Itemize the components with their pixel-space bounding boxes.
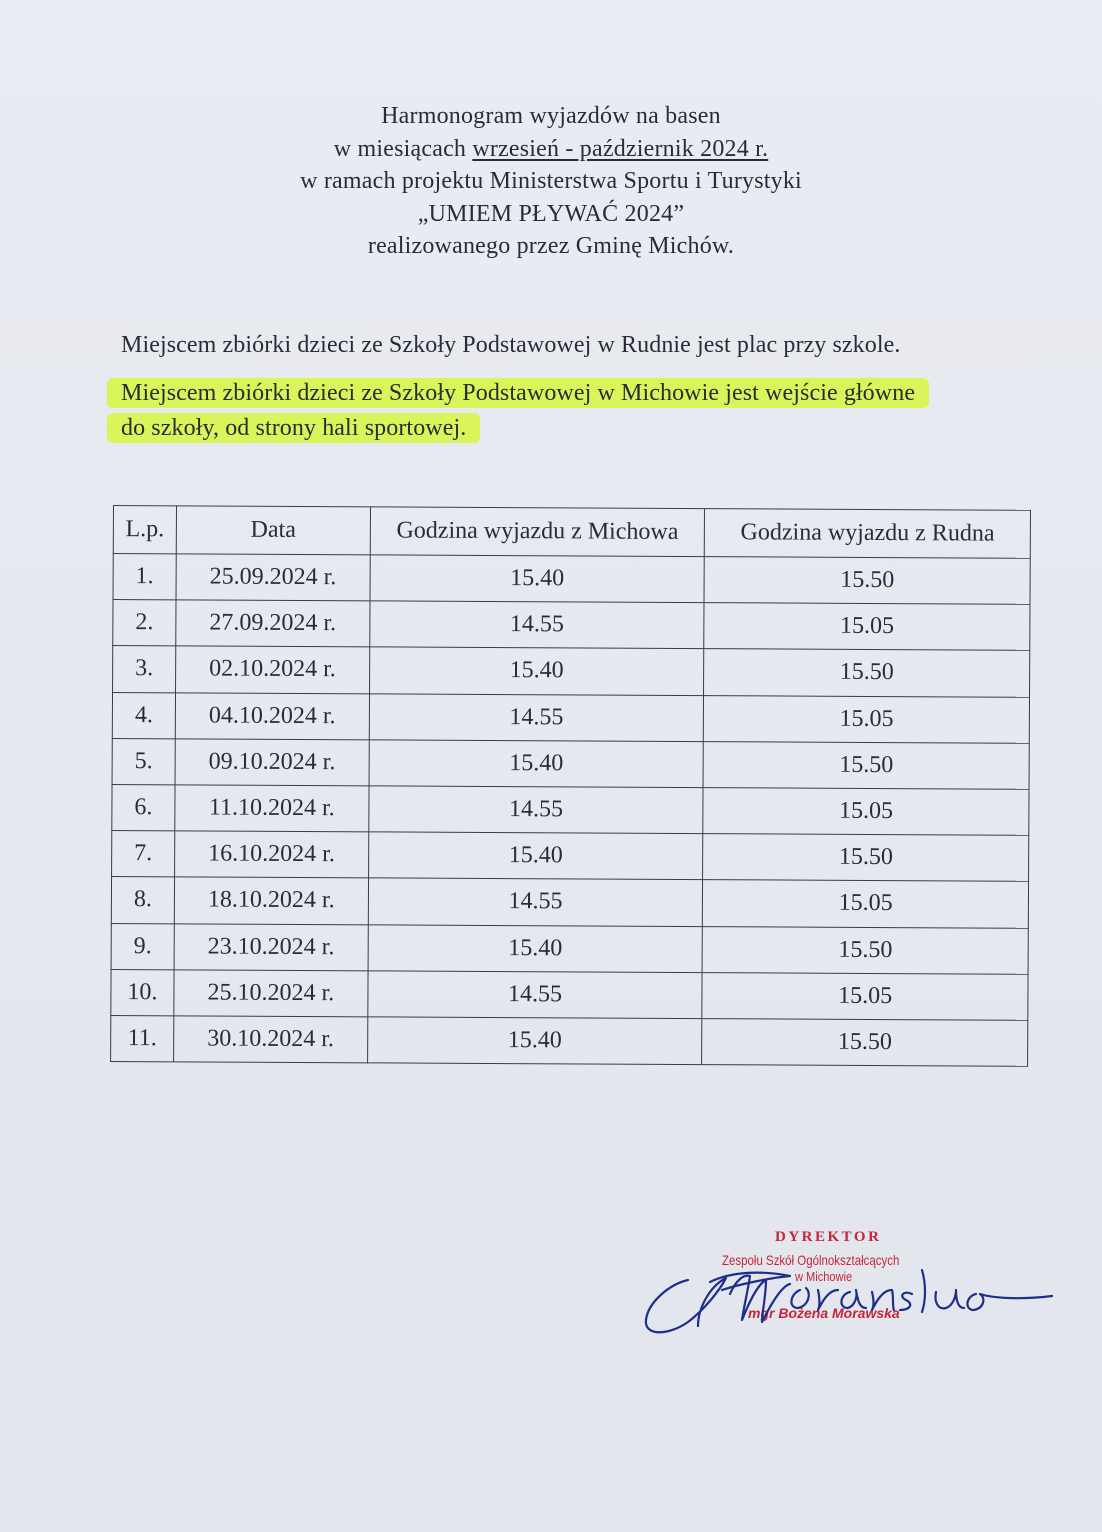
header-months-range: wrzesień - październik 2024 r. bbox=[472, 135, 769, 162]
schedule-body bbox=[111, 554, 1031, 1067]
header-project: w ramach projektu Ministerstwa Sportu i Turystyki bbox=[300, 168, 802, 194]
row-lp: 10. bbox=[111, 969, 174, 1016]
stamp-town: w Michowie bbox=[795, 1269, 853, 1284]
table-row bbox=[112, 738, 1029, 789]
header-months bbox=[0, 133, 1102, 166]
michow-meeting-point bbox=[121, 376, 929, 446]
table-row bbox=[111, 969, 1028, 1020]
row-rudno-time: 15.50 bbox=[702, 926, 1028, 974]
row-rudno-time: 15.50 bbox=[703, 834, 1029, 882]
michow-meeting-point-line2: do szkoły, od strony hali sportowej. bbox=[107, 413, 480, 443]
header-michow-departure: Godzina wyjazdu z Michowa bbox=[370, 507, 705, 557]
row-date: 25.10.2024 r. bbox=[174, 970, 368, 1017]
row-date: 09.10.2024 r. bbox=[175, 739, 369, 786]
row-lp: 9. bbox=[111, 923, 174, 970]
michow-meeting-point-line1: Miejscem zbiórki dzieci ze Szkoły Podstawowej w Michowie jest wejście główne bbox=[107, 378, 929, 408]
row-michow-time: 15.40 bbox=[368, 832, 703, 880]
row-date: 18.10.2024 r. bbox=[174, 877, 368, 924]
row-rudno-time: 15.05 bbox=[704, 695, 1030, 743]
table-row bbox=[111, 1015, 1028, 1066]
row-date: 23.10.2024 r. bbox=[174, 923, 368, 970]
row-lp: 8. bbox=[111, 877, 174, 924]
row-lp: 1. bbox=[113, 554, 176, 601]
row-michow-time: 14.55 bbox=[368, 971, 703, 1019]
table-row bbox=[111, 923, 1028, 974]
stamp-school: Zespołu Szkół Ogólnokształcących bbox=[722, 1252, 900, 1268]
row-michow-time: 15.40 bbox=[368, 924, 703, 972]
schedule-table bbox=[110, 505, 1031, 1067]
document-header bbox=[0, 100, 1102, 263]
row-lp: 7. bbox=[112, 831, 175, 878]
stamp-name: mgr Bożena Morawska bbox=[748, 1305, 900, 1321]
header-title: Harmonogram wyjazdów na basen bbox=[381, 103, 721, 129]
row-rudno-time: 15.50 bbox=[703, 741, 1029, 789]
row-michow-time: 14.55 bbox=[370, 601, 705, 649]
handwritten-signature bbox=[640, 1250, 1060, 1340]
row-rudno-time: 15.05 bbox=[702, 972, 1028, 1020]
row-lp: 3. bbox=[113, 646, 176, 693]
row-rudno-time: 15.05 bbox=[703, 880, 1029, 928]
row-lp: 11. bbox=[111, 1015, 174, 1062]
row-michow-time: 15.40 bbox=[367, 1017, 702, 1065]
row-date: 27.09.2024 r. bbox=[176, 600, 370, 647]
row-date: 02.10.2024 r. bbox=[175, 646, 369, 693]
row-lp: 6. bbox=[112, 784, 175, 831]
header-rudno-departure: Godzina wyjazdu z Rudna bbox=[705, 509, 1031, 559]
table-row bbox=[112, 831, 1029, 882]
header-date: Data bbox=[176, 506, 370, 555]
header-lp: L.p. bbox=[113, 506, 176, 554]
row-lp: 2. bbox=[113, 600, 176, 647]
row-michow-time: 15.40 bbox=[369, 647, 704, 695]
row-michow-time: 14.55 bbox=[369, 786, 704, 834]
row-michow-time: 14.55 bbox=[368, 878, 703, 926]
row-lp: 4. bbox=[112, 692, 175, 739]
row-michow-time: 15.40 bbox=[369, 740, 704, 788]
row-michow-time: 15.40 bbox=[370, 555, 705, 603]
table-row bbox=[112, 784, 1029, 835]
row-rudno-time: 15.50 bbox=[702, 1018, 1028, 1066]
table-row bbox=[113, 600, 1030, 651]
table-row bbox=[113, 554, 1030, 605]
row-rudno-time: 15.50 bbox=[704, 649, 1030, 697]
row-rudno-time: 15.05 bbox=[704, 603, 1030, 651]
header-months-prefix: w miesiącach bbox=[333, 135, 473, 162]
table-header-row bbox=[113, 506, 1030, 559]
row-michow-time: 14.55 bbox=[369, 693, 704, 741]
stamp-title: DYREKTOR bbox=[775, 1229, 882, 1245]
rudno-meeting-point: Miejscem zbiórki dzieci ze Szkoły Podstawowej w Rudnie jest plac przy szkole. bbox=[121, 332, 901, 358]
header-program-name: „UMIEM PŁYWAĆ 2024” bbox=[417, 200, 685, 227]
table-row bbox=[113, 646, 1030, 697]
row-date: 25.09.2024 r. bbox=[176, 554, 370, 601]
row-date: 04.10.2024 r. bbox=[175, 692, 369, 739]
header-organizer: realizowanego przez Gminę Michów. bbox=[367, 233, 735, 259]
row-lp: 5. bbox=[112, 738, 175, 785]
row-rudno-time: 15.05 bbox=[703, 788, 1029, 836]
table-row bbox=[112, 692, 1029, 743]
row-rudno-time: 15.50 bbox=[704, 557, 1030, 605]
row-date: 30.10.2024 r. bbox=[174, 1016, 368, 1063]
row-date: 16.10.2024 r. bbox=[175, 831, 369, 878]
table-row bbox=[111, 877, 1028, 928]
row-date: 11.10.2024 r. bbox=[175, 785, 369, 832]
